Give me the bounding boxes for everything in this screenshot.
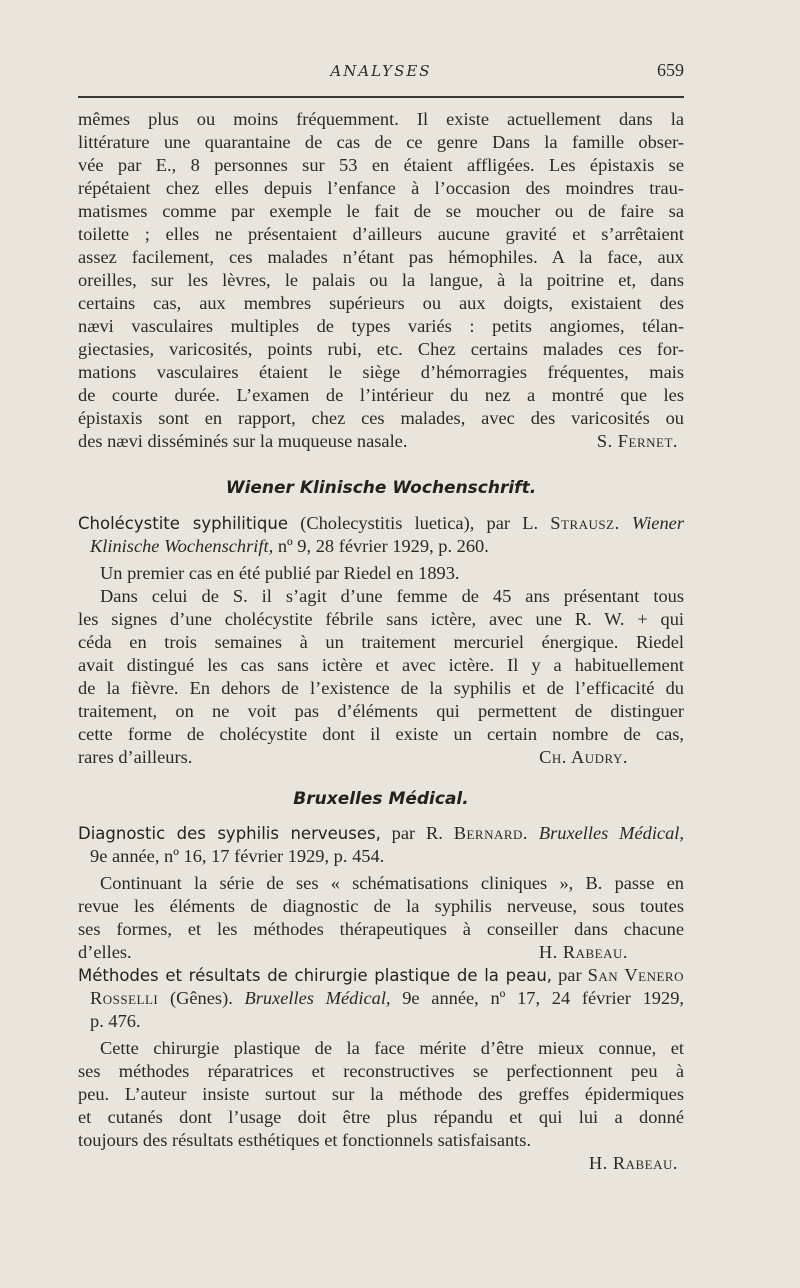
reference-text: p. 476. xyxy=(90,1011,141,1031)
text-line: céda en trois semaines à un traitement mercuriel énergique. Riedel xyxy=(78,632,684,652)
reference-text: nº 9, 28 février 1929, p. 260. xyxy=(273,536,489,556)
text-line: revue les éléments de diagnostic de la syphilis nerveuse, sous toutes xyxy=(78,896,684,916)
text-line: d’elles. xyxy=(78,942,132,962)
text-line: ses méthodes réparatrices et reconstructives se perfectionnent peu à xyxy=(78,1061,684,1081)
text-line: assez facilement, ces malades n’étant pas hémophiles. A la face, aux xyxy=(78,247,684,267)
text-line: et cutanés dont l’usage doit être plus répandu et qui lui a donné xyxy=(78,1107,684,1127)
text-line: mêmes plus ou moins fréquemment. Il existe actuellement dans la xyxy=(78,109,684,129)
text-line: peu. L’auteur insiste surtout sur la méthode des greffes épidermiques xyxy=(78,1084,684,1104)
text-line: toilette ; elles ne présentaient d’ailleurs aucune gravité et s’arrêtaient xyxy=(78,224,684,244)
running-title: ANALYSES xyxy=(330,62,432,80)
text-line: rares d’ailleurs. xyxy=(78,747,193,767)
signature: H. Rabeau. xyxy=(588,1153,678,1173)
reference-author: Bernard. xyxy=(453,823,529,843)
text-line: nævi vasculaires multiples de types variés : petits angiomes, télan- xyxy=(78,316,684,336)
article-reference-cont xyxy=(78,535,684,558)
text-line: traitement, on ne voit pas d’éléments qui permettent de distinguer xyxy=(78,701,684,721)
reference-journal: Klinische Wochenschrift, xyxy=(90,536,274,556)
text-line: cette forme de cholécystite dont il existe un certain nombre de cas, xyxy=(78,724,684,744)
reference-author: San Venero xyxy=(587,965,684,985)
text-line: certains cas, aux membres supérieurs ou aux doigts, existaient des xyxy=(78,293,684,313)
article-title: Cholécystite syphilitique xyxy=(78,514,288,533)
text-line: mations vasculaires étaient le siège d’hémorragies fréquentes, mais xyxy=(78,362,684,382)
signature-line xyxy=(78,746,684,769)
page-number: 659 xyxy=(657,60,684,80)
intro-paragraph xyxy=(78,108,684,453)
reference-text: par xyxy=(552,965,588,985)
signature: Ch. Audry. xyxy=(539,747,628,767)
text-line: matismes comme par exemple le fait de se moucher ou de faire sa xyxy=(78,201,684,221)
article-diagnostic xyxy=(78,822,684,964)
article-cholecystite xyxy=(78,512,684,769)
article-title: Méthodes et résultats de chirurgie plastique de la peau, xyxy=(78,966,553,985)
page-header xyxy=(78,58,684,88)
article-reference xyxy=(78,964,684,987)
text-line: répétaient chez elles depuis l’enfance à l’occasion des moindres trau- xyxy=(78,178,684,198)
reference-text: 9e année, nº 16, 17 février 1929, p. 454. xyxy=(90,846,385,866)
article-reference xyxy=(78,512,684,535)
signature-line xyxy=(78,941,684,964)
reference-journal: Bruxelles Médical, xyxy=(538,823,684,843)
text-line: littérature une quarantaine de cas de ce genre Dans la famille obser- xyxy=(78,132,684,152)
text-line: de la fièvre. En dehors de l’existence de la syphilis et de l’efficacité du xyxy=(78,678,684,698)
reference-text: 9e année, nº 17, 24 février 1929, xyxy=(390,988,684,1008)
signature: H. Rabeau. xyxy=(538,942,628,962)
text-line: de courte durée. L’examen de l’intérieur du nez a montré que les xyxy=(78,385,684,405)
article-reference-cont xyxy=(78,987,684,1010)
article-reference xyxy=(78,822,684,845)
text-line: épistaxis sont en rapport, chez ces malades, avec des varicosités ou xyxy=(78,408,684,428)
reference-text: (Gênes). xyxy=(158,988,245,1008)
text-line: vée par E., 8 personnes sur 53 en étaient affligées. Les épistaxis se xyxy=(78,155,684,175)
article-title: Diagnostic des syphilis nerveuses, xyxy=(78,824,381,843)
signature-line xyxy=(78,430,684,453)
text-line: Dans celui de S. il s’agit d’une femme de 45 ans présentant tous xyxy=(100,586,684,606)
journal-heading: Bruxelles Médical. xyxy=(293,789,469,809)
reference-journal: Bruxelles Médical, xyxy=(244,988,391,1008)
header-rule xyxy=(78,96,684,98)
text-line: ses formes, et les méthodes thérapeutiques à conseiller dans chacune xyxy=(78,919,684,939)
signature: S. Fernet. xyxy=(596,431,678,451)
text-line: Un premier cas en été publié par Riedel en 1893. xyxy=(100,563,460,583)
text-line: giectasies, varicosités, points rubi, etc. Chez certains malades ces for- xyxy=(78,339,684,359)
text-line: toujours des résultats esthétiques et fonctionnels satisfaisants. xyxy=(78,1130,532,1150)
text-line: Cette chirurgie plastique de la face mérite d’être mieux connue, et xyxy=(100,1038,684,1058)
reference-author: Rosselli xyxy=(90,988,159,1008)
article-chirurgie xyxy=(78,964,684,1175)
reference-text: par R. xyxy=(380,823,454,843)
reference-text: (Cholecystitis luetica), par L. xyxy=(287,513,551,533)
reference-author: Strausz. xyxy=(550,513,620,533)
text-line: oreilles, sur les lèvres, le palais ou la langue, à la poitrine et, dans xyxy=(78,270,684,290)
text-line: des nævi disséminés sur la muqueuse nasale. xyxy=(78,431,408,451)
text-line: les signes d’une cholécystite fébrile sans ictère, avec une R. W. + qui xyxy=(78,609,684,629)
journal-heading: Wiener Klinische Wochenschrift. xyxy=(225,478,537,498)
reference-journal: Wiener xyxy=(619,513,684,533)
text-line: Continuant la série de ses « schématisations cliniques », B. passe en xyxy=(100,873,684,893)
text-line: avait distingué les cas sans ictère et avec ictère. Il y a habituellement xyxy=(78,655,684,675)
